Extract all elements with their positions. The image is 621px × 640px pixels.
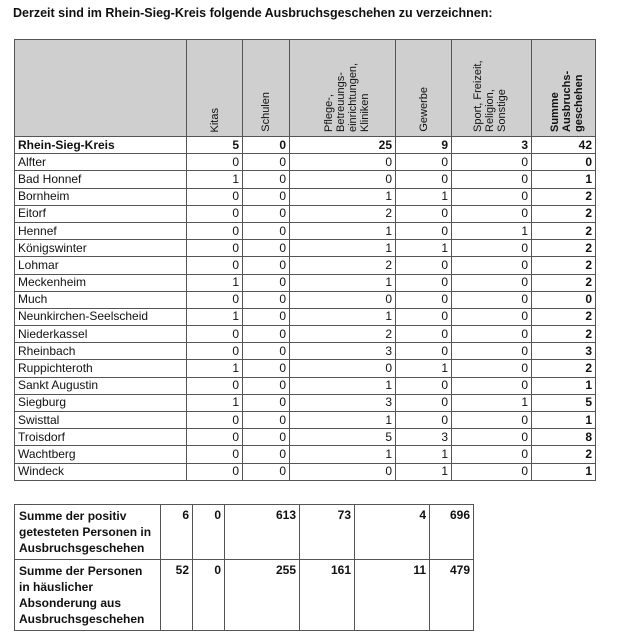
table-row-total [15, 137, 596, 154]
cell-summe: 2 [532, 360, 596, 377]
cell-sport: 0 [452, 154, 532, 171]
cell-summe: 1 [532, 412, 596, 429]
cell-summe: 8 [532, 429, 596, 446]
cell-pflege: 5 [290, 429, 396, 446]
table-row [15, 360, 596, 377]
summary-cell-summe: 696 [430, 505, 474, 560]
cell-summe: 5 [532, 394, 596, 411]
summary-cell-sport: 4 [355, 505, 430, 560]
cell-sport: 0 [452, 205, 532, 222]
summary-cell-kitas: 6 [161, 505, 193, 560]
municipality-name: Sankt Augustin [15, 377, 187, 394]
municipality-name: Bad Honnef [15, 171, 187, 188]
cell-gewerbe: 9 [396, 137, 452, 154]
municipality-name: Swisttal [15, 412, 187, 429]
cell-schulen: 0 [243, 343, 290, 360]
cell-gewerbe: 0 [396, 412, 452, 429]
cell-summe: 0 [532, 291, 596, 308]
cell-schulen: 0 [243, 446, 290, 463]
table-row [15, 394, 596, 411]
table-row [15, 240, 596, 257]
cell-pflege: 2 [290, 257, 396, 274]
page-heading: Derzeit sind im Rhein-Sieg-Kreis folgende Ausbruchsgeschehen zu verzeichnen: [13, 6, 493, 20]
cell-kitas: 0 [187, 446, 243, 463]
cell-kitas: 0 [187, 257, 243, 274]
summary-row [15, 560, 474, 631]
cell-pflege: 3 [290, 343, 396, 360]
cell-schulen: 0 [243, 360, 290, 377]
cell-summe: 42 [532, 137, 596, 154]
cell-kitas: 0 [187, 412, 243, 429]
cell-sport: 0 [452, 240, 532, 257]
cell-kitas: 0 [187, 429, 243, 446]
municipality-name: Wachtberg [15, 446, 187, 463]
cell-pflege: 0 [290, 463, 396, 480]
cell-kitas: 0 [187, 154, 243, 171]
header-pflege: Pflege-, Betreuungs-einrichtungen, Kliniken [290, 40, 396, 137]
cell-gewerbe: 1 [396, 446, 452, 463]
table-row [15, 429, 596, 446]
cell-gewerbe: 0 [396, 171, 452, 188]
cell-schulen: 0 [243, 154, 290, 171]
cell-summe: 2 [532, 205, 596, 222]
cell-kitas: 1 [187, 360, 243, 377]
cell-pflege: 3 [290, 394, 396, 411]
summary-cell-pflege: 255 [225, 560, 300, 631]
cell-gewerbe: 0 [396, 308, 452, 325]
cell-kitas: 0 [187, 326, 243, 343]
municipality-name: Eitorf [15, 205, 187, 222]
cell-sport: 0 [452, 188, 532, 205]
table-row [15, 257, 596, 274]
table-row [15, 222, 596, 239]
cell-sport: 0 [452, 308, 532, 325]
cell-schulen: 0 [243, 326, 290, 343]
cell-kitas: 0 [187, 377, 243, 394]
cell-kitas: 0 [187, 188, 243, 205]
outbreak-table [14, 39, 596, 481]
municipality-name: Rheinbach [15, 343, 187, 360]
cell-schulen: 0 [243, 377, 290, 394]
cell-sport: 0 [452, 463, 532, 480]
header-kitas: Kitas [187, 40, 243, 137]
cell-sport: 0 [452, 446, 532, 463]
cell-pflege: 1 [290, 377, 396, 394]
cell-kitas: 0 [187, 343, 243, 360]
municipality-name: Troisdorf [15, 429, 187, 446]
table-row [15, 205, 596, 222]
cell-kitas: 1 [187, 171, 243, 188]
cell-schulen: 0 [243, 463, 290, 480]
cell-pflege: 1 [290, 274, 396, 291]
cell-sport: 0 [452, 257, 532, 274]
cell-schulen: 0 [243, 308, 290, 325]
table-row [15, 274, 596, 291]
cell-sport: 0 [452, 171, 532, 188]
summary-cell-sport: 11 [355, 560, 430, 631]
cell-schulen: 0 [243, 188, 290, 205]
cell-schulen: 0 [243, 412, 290, 429]
cell-pflege: 1 [290, 308, 396, 325]
table-row [15, 154, 596, 171]
municipality-name: Ruppichteroth [15, 360, 187, 377]
municipality-name: Lohmar [15, 257, 187, 274]
cell-summe: 2 [532, 446, 596, 463]
cell-sport: 0 [452, 326, 532, 343]
cell-schulen: 0 [243, 171, 290, 188]
summary-cell-schulen: 0 [193, 505, 225, 560]
cell-kitas: 0 [187, 240, 243, 257]
cell-pflege: 0 [290, 291, 396, 308]
cell-pflege: 1 [290, 412, 396, 429]
cell-gewerbe: 0 [396, 205, 452, 222]
cell-gewerbe: 0 [396, 326, 452, 343]
summary-cell-summe: 479 [430, 560, 474, 631]
cell-sport: 3 [452, 137, 532, 154]
cell-summe: 1 [532, 171, 596, 188]
cell-schulen: 0 [243, 137, 290, 154]
municipality-name: Alfter [15, 154, 187, 171]
cell-sport: 1 [452, 394, 532, 411]
table-row [15, 171, 596, 188]
cell-kitas: 0 [187, 222, 243, 239]
municipality-name: Königswinter [15, 240, 187, 257]
cell-pflege: 1 [290, 446, 396, 463]
municipality-name: Much [15, 291, 187, 308]
cell-sport: 0 [452, 343, 532, 360]
cell-summe: 2 [532, 222, 596, 239]
cell-sport: 0 [452, 274, 532, 291]
summary-cell-schulen: 0 [193, 560, 225, 631]
municipality-name: Siegburg [15, 394, 187, 411]
cell-gewerbe: 0 [396, 343, 452, 360]
cell-pflege: 2 [290, 326, 396, 343]
cell-summe: 3 [532, 343, 596, 360]
summary-label: Summe der positiv getesteten Personen in Ausbruchsgeschehen [15, 505, 161, 560]
cell-sport: 0 [452, 429, 532, 446]
municipality-name: Windeck [15, 463, 187, 480]
cell-sport: 0 [452, 291, 532, 308]
header-gewerbe: Gewerbe [396, 40, 452, 137]
header-municipality [15, 40, 187, 137]
cell-kitas: 1 [187, 308, 243, 325]
table-row [15, 188, 596, 205]
municipality-name: Rhein-Sieg-Kreis [15, 137, 187, 154]
cell-schulen: 0 [243, 240, 290, 257]
cell-pflege: 0 [290, 360, 396, 377]
cell-gewerbe: 1 [396, 360, 452, 377]
table-row [15, 308, 596, 325]
municipality-name: Bornheim [15, 188, 187, 205]
cell-pflege: 1 [290, 222, 396, 239]
municipality-name: Meckenheim [15, 274, 187, 291]
cell-gewerbe: 1 [396, 463, 452, 480]
cell-gewerbe: 0 [396, 377, 452, 394]
table-row [15, 326, 596, 343]
cell-schulen: 0 [243, 205, 290, 222]
cell-schulen: 0 [243, 274, 290, 291]
cell-gewerbe: 3 [396, 429, 452, 446]
cell-pflege: 1 [290, 188, 396, 205]
cell-gewerbe: 0 [396, 154, 452, 171]
summary-cell-kitas: 52 [161, 560, 193, 631]
cell-summe: 0 [532, 154, 596, 171]
cell-summe: 1 [532, 463, 596, 480]
header-summe: Summe Ausbruchs-geschehen [532, 40, 596, 137]
cell-kitas: 0 [187, 205, 243, 222]
table-row [15, 412, 596, 429]
cell-pflege: 25 [290, 137, 396, 154]
cell-sport: 0 [452, 360, 532, 377]
table-row [15, 343, 596, 360]
cell-gewerbe: 0 [396, 222, 452, 239]
table-row [15, 377, 596, 394]
table-row [15, 446, 596, 463]
cell-gewerbe: 1 [396, 240, 452, 257]
summary-cell-pflege: 613 [225, 505, 300, 560]
cell-summe: 2 [532, 308, 596, 325]
cell-summe: 2 [532, 188, 596, 205]
cell-kitas: 5 [187, 137, 243, 154]
cell-sport: 0 [452, 377, 532, 394]
cell-kitas: 0 [187, 463, 243, 480]
cell-pflege: 0 [290, 171, 396, 188]
summary-cell-gewerbe: 73 [300, 505, 355, 560]
summary-row [15, 505, 474, 560]
cell-pflege: 0 [290, 154, 396, 171]
table-header-row [15, 40, 596, 137]
cell-schulen: 0 [243, 222, 290, 239]
cell-kitas: 0 [187, 291, 243, 308]
cell-gewerbe: 1 [396, 188, 452, 205]
table-row [15, 463, 596, 480]
municipality-name: Hennef [15, 222, 187, 239]
summary-label: Summe der Personen in häuslicher Absonderung aus Ausbruchsgeschehen [15, 560, 161, 631]
municipality-name: Neunkirchen-Seelscheid [15, 308, 187, 325]
header-schulen: Schulen [243, 40, 290, 137]
cell-sport: 1 [452, 222, 532, 239]
cell-summe: 2 [532, 240, 596, 257]
summary-cell-gewerbe: 161 [300, 560, 355, 631]
cell-schulen: 0 [243, 291, 290, 308]
cell-kitas: 1 [187, 274, 243, 291]
cell-gewerbe: 0 [396, 257, 452, 274]
cell-schulen: 0 [243, 429, 290, 446]
municipality-name: Niederkassel [15, 326, 187, 343]
cell-kitas: 1 [187, 394, 243, 411]
summary-table [14, 504, 474, 631]
cell-pflege: 1 [290, 240, 396, 257]
header-sport: Sport, Freizeit, Religion, Sonstige [452, 40, 532, 137]
cell-summe: 2 [532, 274, 596, 291]
cell-pflege: 2 [290, 205, 396, 222]
cell-summe: 1 [532, 377, 596, 394]
cell-schulen: 0 [243, 257, 290, 274]
cell-gewerbe: 0 [396, 274, 452, 291]
cell-gewerbe: 0 [396, 394, 452, 411]
cell-gewerbe: 0 [396, 291, 452, 308]
table-row [15, 291, 596, 308]
cell-sport: 0 [452, 412, 532, 429]
cell-summe: 2 [532, 257, 596, 274]
cell-summe: 2 [532, 326, 596, 343]
cell-schulen: 0 [243, 394, 290, 411]
